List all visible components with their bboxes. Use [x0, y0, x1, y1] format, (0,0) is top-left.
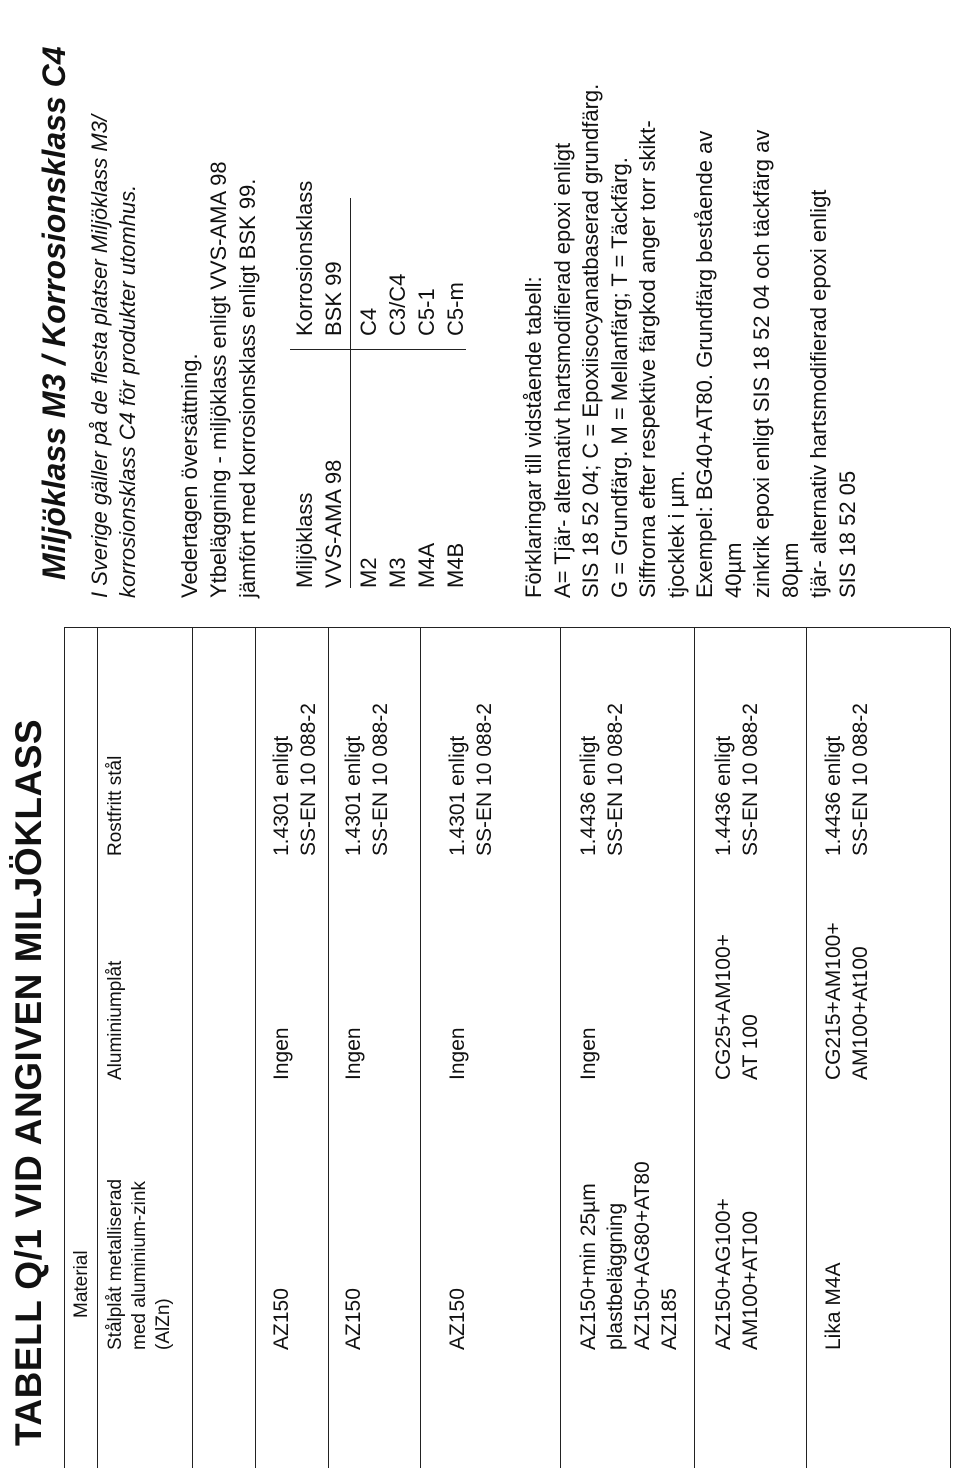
- row-divider: [420, 628, 421, 1468]
- col-header-steel: Stålplåt metalliserad med aluminium-zink (AlZn): [105, 1178, 174, 1350]
- korrosionsklass-values: C4 C3/C4 C5-1 C5-m: [356, 273, 468, 336]
- page-title: TABELL Q/1 VID ANGIVEN MILJÖKLASS: [8, 718, 49, 1446]
- row-divider: [328, 628, 329, 1468]
- table-cell: Lika M4A: [822, 1262, 845, 1350]
- table-cell: 1.4301 enligt SS-EN 10 088-2: [342, 703, 392, 856]
- table-cell: CG25+AM100+ AT 100: [712, 934, 762, 1080]
- table-cell: AZ150: [342, 1288, 365, 1350]
- explanations: Förklaringar till vidstående tabell: A= Tjär- alternativt hartsmodifierad epoxi enligt SIS 18 52 04; C = Epoxiisocyanatbaserad grundfärg. G = Grundfärg. M = Mellanfärg; T = Täckfärg. Siffrorna efter respektive färgkod anger torr skikt- tjocklek i µm. Exempel: BG40+AT80. Grundfärg bestående av 40µm zinkrik epoxi enligt SIS 18 52 04 och täckfärg av 80µm tjär- alternativ hartsmodifierad epoxi enligt SIS 18 52 05: [521, 83, 860, 598]
- section-title: Miljöklass M3 / Korrosionsklass C4: [36, 46, 72, 580]
- table-cell: Ingen: [270, 1027, 293, 1080]
- table-cell: CG215+AM100+ AM100+At100: [822, 922, 872, 1080]
- material-header: Material: [71, 1250, 92, 1318]
- miljoklass-values: M2 M3 M4A M4B: [356, 542, 468, 588]
- intro-text: I Sverige gäller på de flesta platser Miljöklass M3/ korrosionsklass C4 för produkter utomhus.: [87, 115, 140, 598]
- translation-text: Vedertagen översättning. Ytbeläggning - miljöklass enligt VVS-AMA 98 jämfört med korrosionsklass enligt BSK 99.: [177, 161, 260, 598]
- row-divider: [560, 628, 561, 1468]
- class-table-header-divider: [350, 198, 351, 588]
- row-divider: [255, 628, 256, 1468]
- row-divider: [694, 628, 695, 1468]
- table-bottom-border: [950, 628, 951, 1468]
- table-cell: Ingen: [446, 1027, 469, 1080]
- class-table-column-divider: [290, 349, 466, 350]
- miljoklass-header: Miljöklass VVS-AMA 98: [292, 459, 346, 588]
- table-cell: 1.4436 enligt SS-EN 10 088-2: [712, 703, 762, 856]
- row-divider: [806, 628, 807, 1468]
- table-cell: AZ150: [446, 1288, 469, 1350]
- material-header-divider: [97, 628, 98, 1468]
- table-cell: Ingen: [342, 1027, 365, 1080]
- col-header-divider: [192, 628, 193, 1468]
- table-cell: AZ150+AG100+ AM100+AT100: [712, 1198, 762, 1350]
- col-header-aluminium: Aluminiumplåt: [105, 960, 126, 1080]
- table-top-border: [64, 628, 65, 1468]
- korrosionsklass-header: Korrosionsklass BSK 99: [292, 180, 346, 336]
- table-cell: AZ150+min 25µm plastbeläggning AZ150+AG80+AT80 AZ185: [577, 1161, 681, 1350]
- table-right-border: [64, 627, 950, 628]
- table-cell: 1.4436 enligt SS-EN 10 088-2: [577, 703, 627, 856]
- table-cell: Ingen: [577, 1027, 600, 1080]
- table-cell: 1.4436 enligt SS-EN 10 088-2: [822, 703, 872, 856]
- table-cell: AZ150: [270, 1288, 293, 1350]
- table-cell: 1.4301 enligt SS-EN 10 088-2: [270, 703, 320, 856]
- table-cell: 1.4301 enligt SS-EN 10 088-2: [446, 703, 496, 856]
- col-header-stainless: Rostfritt stål: [105, 755, 126, 856]
